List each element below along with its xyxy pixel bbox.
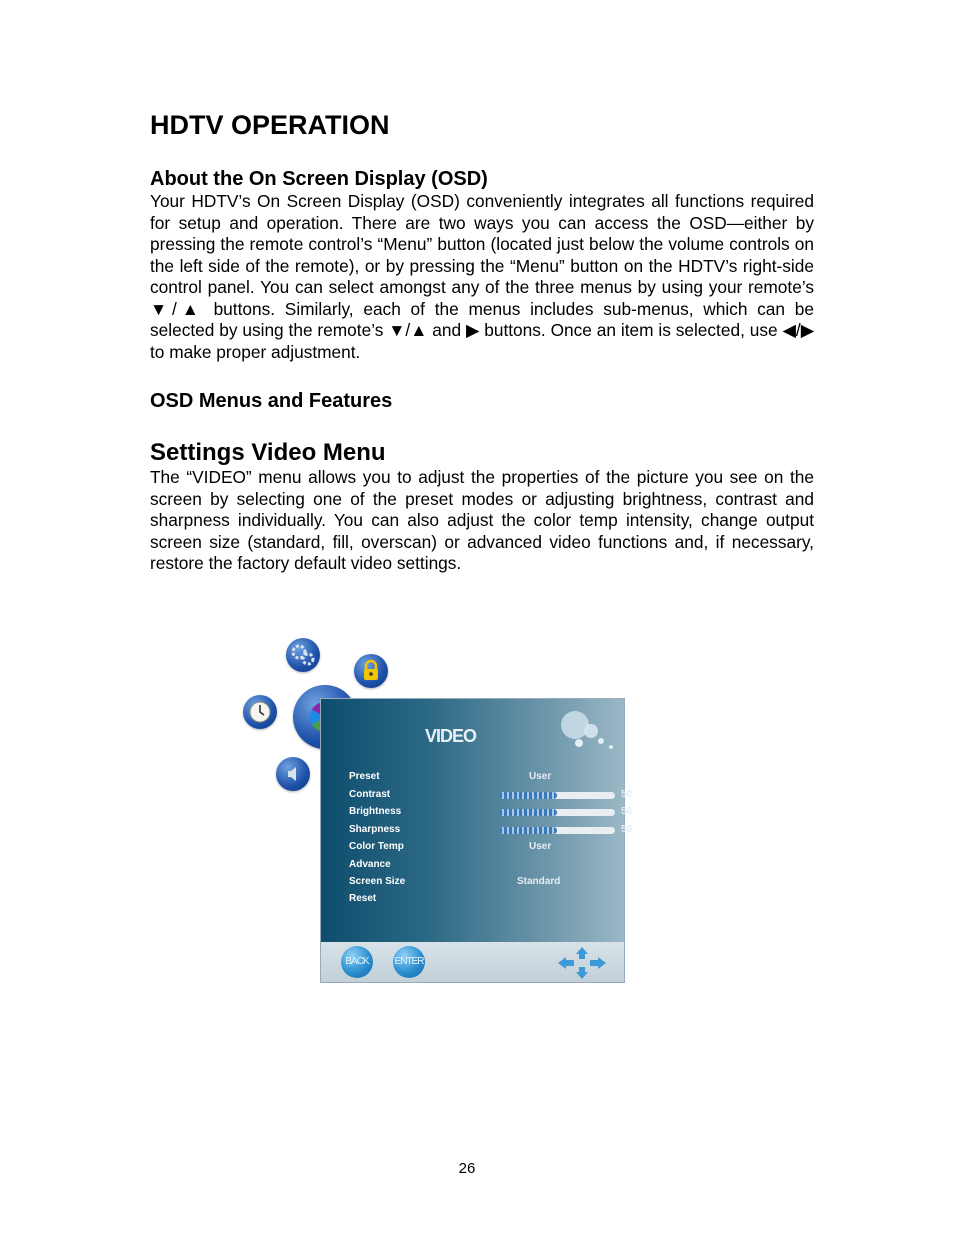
osd-row-advance[interactable] (349, 859, 619, 875)
brightness-slider[interactable] (499, 809, 615, 816)
osd-row-sharpness[interactable] (349, 824, 633, 840)
page-title: HDTV OPERATION (150, 110, 390, 140)
osd-row-number: 50 (621, 789, 633, 800)
slider-fill (499, 809, 557, 816)
osd-row-label: Color Temp (349, 841, 404, 852)
page-number: 26 (458, 1160, 476, 1177)
settings-gears-icon (286, 638, 320, 672)
osd-row-brightness[interactable] (349, 806, 633, 822)
directional-pad-icon[interactable] (555, 946, 609, 980)
osd-row-preset[interactable] (349, 771, 619, 787)
osd-row-contrast[interactable] (349, 789, 633, 805)
osd-row-number: 50 (621, 806, 633, 817)
osd-panel (320, 698, 633, 983)
osd-bottom-bar (321, 942, 624, 982)
bubbles-icon (557, 705, 621, 753)
back-button[interactable]: BACK (341, 946, 373, 978)
osd-row-color-temp[interactable] (349, 841, 619, 857)
slider-fill (499, 827, 557, 834)
osd-row-value: Standard (517, 876, 561, 887)
osd-row-value: User (529, 841, 552, 852)
osd-video-menu-figure (240, 635, 633, 987)
osd-row-label: Reset (349, 893, 377, 904)
audio-icon (276, 757, 310, 791)
osd-row-label: Contrast (349, 789, 391, 800)
osd-row-reset[interactable] (349, 893, 619, 909)
osd-row-label: Preset (349, 771, 380, 782)
osd-title: VIDEO (425, 726, 477, 746)
osd-heading: About the On Screen Display (OSD) (150, 168, 488, 190)
osd-row-number: 50 (621, 824, 633, 835)
features-heading: OSD Menus and Features (150, 390, 393, 412)
video-paragraph: The “VIDEO” menu allows you to adjust the properties of the picture you see on the screen by selecting one of the preset modes or adjusting brightness, contrast and sharpness individually. You can also adjust the color temp intensity, change output screen size (standard, fill, overscan) or advanced video functions and, if necessary, restore the factory default video settings. (150, 467, 814, 573)
osd-paragraph: Your HDTV’s On Screen Display (OSD) conveniently integrates all functions required for setup and operation. There are two ways you can access the OSD—either by pressing the remote control’s “Menu” button (located just below the volume controls on the left side of the remote), or by pressing the “Menu” button on the HDTV’s right-side control panel. You can select amongst any of the three menus by using your remote’s ▼/▲ buttons. Similarly, each of the menus includes sub-menus, which can be selected by using the remote’s ▼/▲ and ▶ buttons. Once an item is selected, use ◀/▶ to make proper adjustment. (150, 191, 814, 362)
slider-fill (499, 792, 557, 799)
osd-row-value: User (529, 771, 552, 782)
enter-button[interactable]: ENTER (393, 946, 425, 978)
contrast-slider[interactable] (499, 792, 615, 799)
lock-icon (354, 654, 388, 688)
osd-row-label: Brightness (349, 806, 402, 817)
osd-row-label: Sharpness (349, 824, 401, 835)
video-heading: Settings Video Menu (150, 439, 386, 466)
osd-row-screen-size[interactable] (349, 876, 619, 892)
clock-icon (243, 695, 277, 729)
osd-row-label: Advance (349, 859, 391, 870)
sharpness-slider[interactable] (499, 827, 615, 834)
osd-row-label: Screen Size (349, 876, 406, 887)
